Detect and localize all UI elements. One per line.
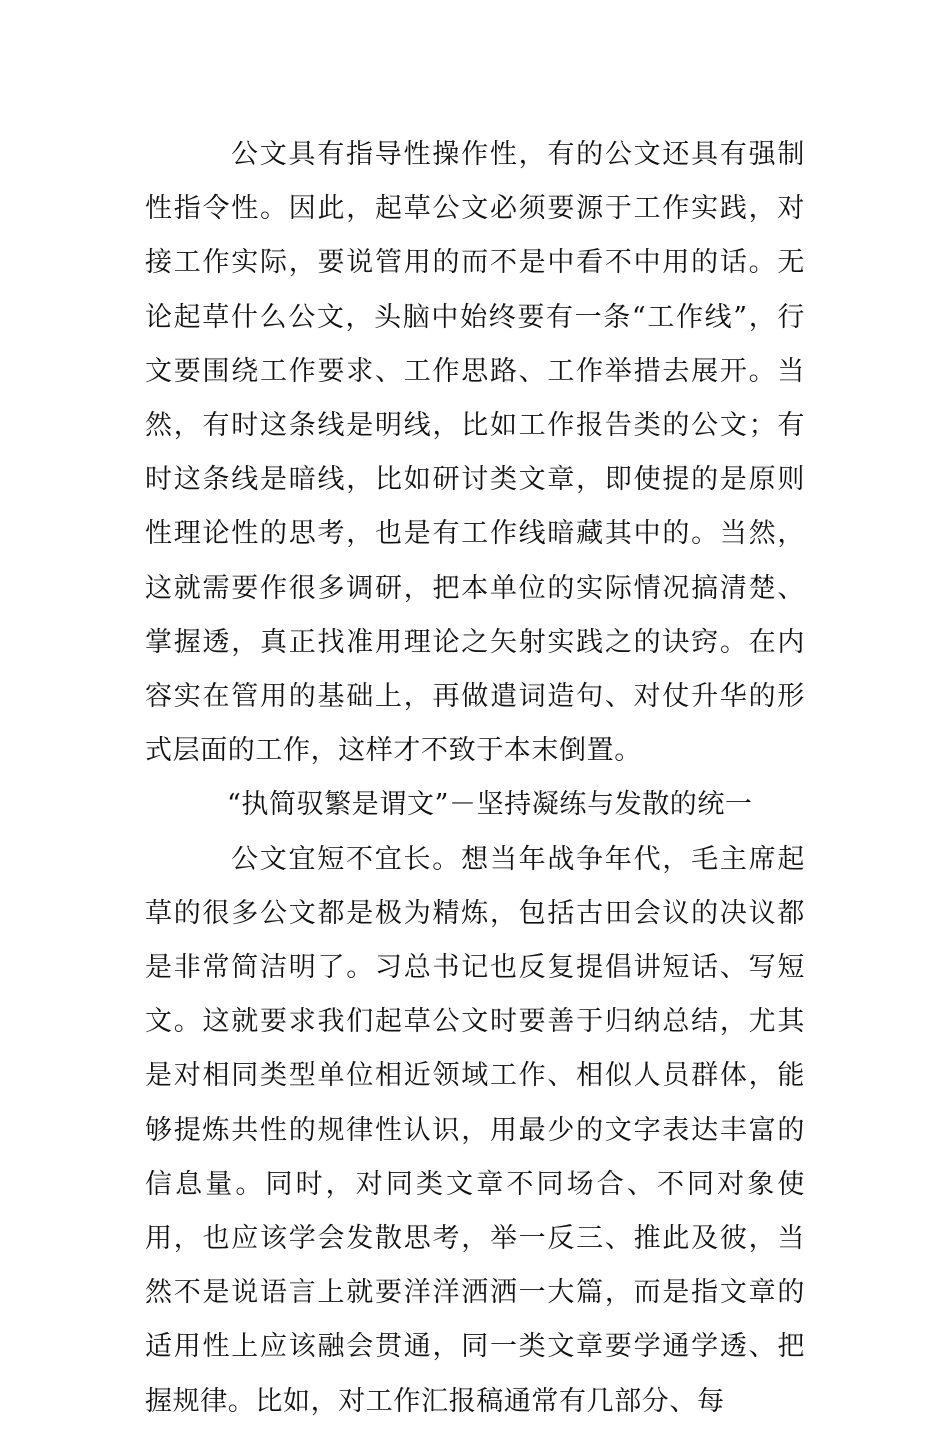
- body-paragraph-1: 公文具有指导性操作性，有的公文还具有强制性指令性。因此，起草公文必须要源于工作实践，对接工作实际，要说管用的而不是中看不中用的话。无论起草什么公文，头脑中始终要有一条“工作线”，行文要围绕工作要求、工作思路、工作举措去展开。当然，有时这条线是明线，比如工作报告类的公文；有时这条线是暗线，比如研讨类文章，即使提的是原则性理论性的思考，也是有工作线暗藏其中的。当然，这就需要作很多调研，把本单位的实际情况搞清楚、掌握透，真正找准用理论之矢射实践之的诀窍。在内容实在管用的基础上，再做遣词造句、对仗升华的形式层面的工作，这样才不致于本末倒置。: [145, 139, 805, 767]
- section-heading: “执简驭繁是谓文”－坚持凝练与发散的统一: [227, 789, 753, 821]
- document-body: [145, 128, 805, 1429]
- body-paragraph-2: 公文宜短不宜长。想当年战争年代，毛主席起草的很多公文都是极为精炼，包括古田会议的决议都是非常简洁明了。习总书记也反复提倡讲短话、写短文。这就要求我们起草公文时要善于归纳总结，尤其是对相同类型单位相近领域工作、相似人员群体，能够提炼共性的规律性认识，用最少的文字表达丰富的信息量。同时，对同类文章不同场合、不同对象使用，也应该学会发散思考，举一反三、推此及彼，当然不是说语言上就要洋洋洒洒一大篇，而是指文章的适用性上应该融会贯通，同一类文章要学通学透、把握规律。比如，对工作汇报稿通常有几部分、每: [145, 843, 805, 1417]
